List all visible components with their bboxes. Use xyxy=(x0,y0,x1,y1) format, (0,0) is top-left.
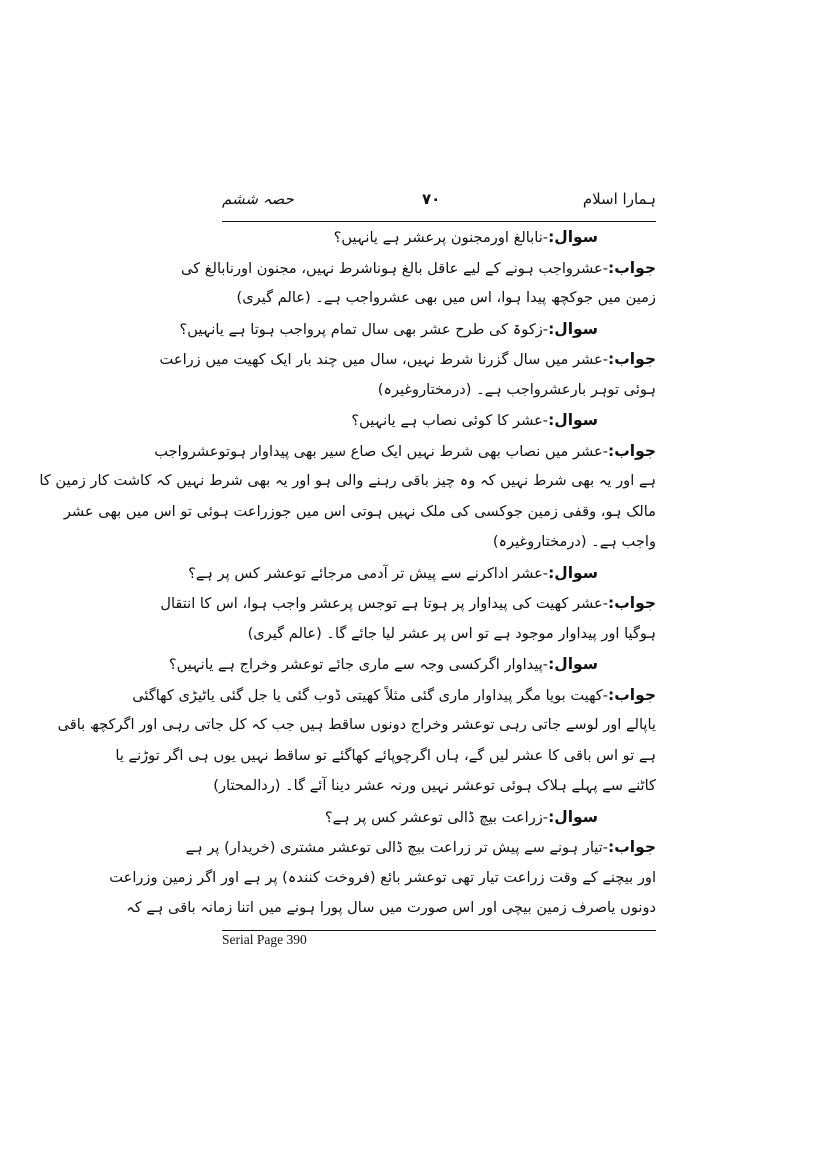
text-line xyxy=(222,283,656,314)
text-line xyxy=(185,832,656,863)
line-text: ہے تو اس باقی کا عشر لیں گے، ہاں اگرچوپائے کھاگئے تو ساقط نہیں یوں ہی اگر توڑنے یا xyxy=(115,746,656,764)
line-text: ہے اور یہ بھی شرط نہیں کہ وہ چیز باقی رہنے والی ہو اور یہ بھی شرط نہیں کہ کاشت کار زمین کا xyxy=(39,472,656,489)
line-text: واجب ہے۔ (درمختاروغیرہ) xyxy=(492,533,656,550)
text-line xyxy=(222,405,656,436)
text-line xyxy=(222,375,656,406)
line-text: یاپالے اور لوسے جاتی رہی توعشر وخراج دونوں ساقط ہیں جب کہ کل جاتی رہی اور اگرکچھ باقی xyxy=(57,716,656,733)
text-line xyxy=(188,558,656,589)
line-text: -عشرواجب ہونے کے لیے عاقل بالغ ہوناشرط نہیں، مجنون اورنابالغ کی xyxy=(181,259,609,277)
line-text: -پیداوار اگرکسی وجہ سے ماری جائے توعشر وخراج ہے یانہیں؟ xyxy=(168,656,549,673)
line-text: -عشر اداکرنے سے پیش تر آدمی مرجائے توعشر کس پر ہے؟ xyxy=(188,564,549,582)
page-number: ۷۰ xyxy=(422,190,441,208)
answer-label: جواب: xyxy=(608,258,656,277)
text-line xyxy=(181,253,656,284)
line-text: مالک ہو، وقفی زمین جوکسی کی ملک نہیں ہوتی اس میں جوزراعت ہوئی تو اس میں بھی عشر xyxy=(63,502,656,520)
line-text: ہوئی توہر بارعشرواجب ہے۔ (درمختاروغیرہ) xyxy=(377,380,656,398)
question-label: سوال: xyxy=(548,319,598,338)
question-label: سوال: xyxy=(548,807,598,826)
line-text: -عشر کھیت کی پیداوار پر ہوتا ہے توجس پرعشر واجب ہوا، اس کا انتقال xyxy=(160,595,609,612)
line-text: -زکوۃ کی طرح عشر بھی سال تمام پرواجب ہوتا ہے یانہیں؟ xyxy=(179,320,549,338)
answer-label: جواب: xyxy=(608,838,656,856)
text-line xyxy=(115,741,656,772)
text-line xyxy=(222,527,656,558)
text-line xyxy=(160,588,656,619)
text-line xyxy=(109,863,656,894)
text-line xyxy=(126,893,656,924)
text-line xyxy=(159,344,656,375)
text-line xyxy=(222,619,656,650)
line-text: دونوں یاصرف زمین بیچی اور اس صورت میں سال پورا ہونے میں اتنا زمانہ باقی ہے کہ xyxy=(126,899,656,916)
line-text: -کھیت بویا مگر پیداوار ماری گئی مثلاً کھیتی ڈوب گئی یا جل گئی یاٹیڑی کھاگئی xyxy=(132,686,609,704)
serial-page: Serial Page 390 xyxy=(222,932,307,947)
question-label: سوال: xyxy=(548,411,598,429)
text-line xyxy=(213,771,656,802)
page-body xyxy=(39,222,656,924)
text-line xyxy=(132,680,656,711)
line-text: کاٹنے سے پہلے ہلاک ہوئی توعشر نہیں ورنہ عشر دینا آئے گا۔ (ردالمحتار) xyxy=(213,777,656,794)
text-line xyxy=(63,497,656,528)
line-text: -زراعت بیچ ڈالی توعشر کس پر ہے؟ xyxy=(324,808,549,826)
line-text: -عشر میں نصاب بھی شرط نہیں ایک صاع سیر بھی پیداوار ہوتوعشرواجب xyxy=(154,442,609,460)
line-text: -نابالغ اورمجنون پرعشر ہے یانہیں؟ xyxy=(333,229,549,246)
line-text: زمین میں جوکچھ پیدا ہوا، اس میں بھی عشرواجب ہے۔ (عالم گیری) xyxy=(236,289,656,306)
line-text: اور بیچنے کے وقت زراعت تیار تھی توعشر بائع (فروخت کنندہ) پر ہے اور اگر زمین وزراعت xyxy=(109,868,656,886)
text-line xyxy=(154,436,656,467)
line-text: -عشر میں سال گزرنا شرط نہیں، سال میں چند بار ایک کھیت میں زراعت xyxy=(159,351,609,368)
question-label: سوال: xyxy=(548,655,598,673)
page-header xyxy=(222,186,656,220)
book-title: ہمارا اسلام xyxy=(582,190,656,208)
line-text: ہوگیا اور پیداوار موجود ہے تو اس پر عشر لیا جائے گا۔ (عالم گیری) xyxy=(247,624,656,642)
question-label: سوال: xyxy=(548,228,598,246)
part-label: حصہ ششم xyxy=(222,190,294,208)
text-line xyxy=(222,222,656,253)
question-label: سوال: xyxy=(548,563,598,582)
answer-label: جواب: xyxy=(608,350,656,368)
footer-rule xyxy=(222,930,656,931)
text-line xyxy=(168,649,656,680)
text-line xyxy=(39,466,656,497)
line-text: -عشر کا کوئی نصاب ہے یانہیں؟ xyxy=(351,412,549,429)
answer-label: جواب: xyxy=(608,441,656,460)
text-line xyxy=(57,710,656,741)
text-line xyxy=(179,314,656,345)
answer-label: جواب: xyxy=(608,685,656,704)
answer-label: جواب: xyxy=(608,594,656,612)
text-line xyxy=(222,802,656,833)
line-text: -تیار ہونے سے پیش تر زراعت بیچ ڈالی توعشر مشتری (خریدار) پر ہے xyxy=(185,839,609,856)
